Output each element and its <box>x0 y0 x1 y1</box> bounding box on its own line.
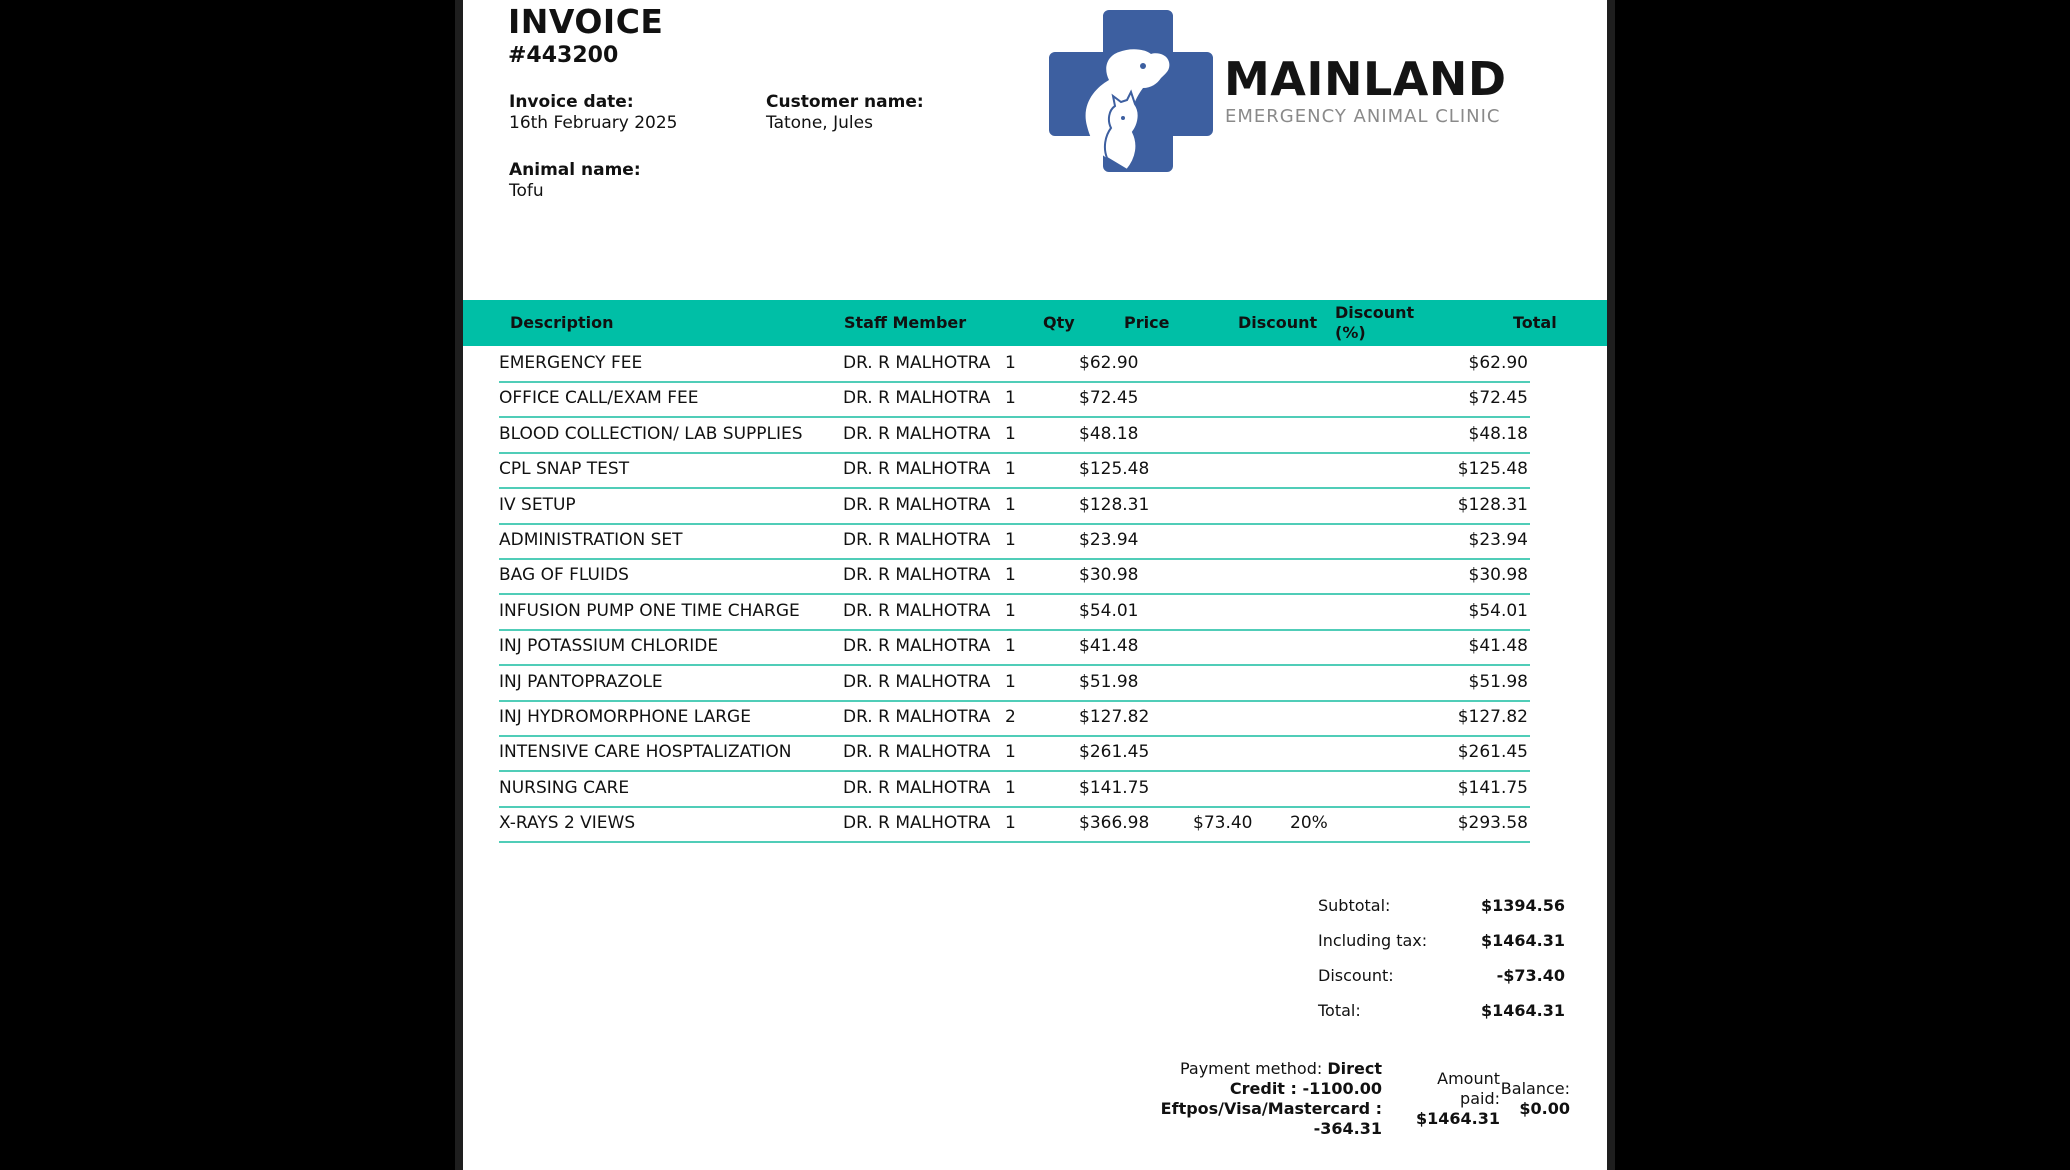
row-description: IV SETUP <box>499 494 576 515</box>
row-description: ADMINISTRATION SET <box>499 530 683 550</box>
row-price: $128.31 <box>1079 494 1150 515</box>
row-qty: 1 <box>1005 600 1016 621</box>
subtotal-value: $1394.56 <box>1480 896 1565 915</box>
header-description: Description <box>510 313 614 332</box>
row-total: $141.75 <box>1457 777 1528 798</box>
row-total: $261.45 <box>1457 742 1528 763</box>
header-discount: Discount <box>1238 313 1318 332</box>
row-price: $366.98 <box>1079 813 1150 834</box>
discount-value: -$73.40 <box>1496 966 1565 985</box>
customer-name-label: Customer name: <box>766 92 924 112</box>
table-row <box>499 806 1530 843</box>
row-staff: DR. R MALHOTRA <box>843 600 991 621</box>
row-description: INFUSION PUMP ONE TIME CHARGE <box>499 600 800 621</box>
row-qty: 1 <box>1005 671 1016 692</box>
row-price: $51.98 <box>1079 671 1139 692</box>
header-discount-pct-line1: Discount <box>1335 303 1415 322</box>
invoice-date-label: Invoice date: <box>509 92 634 112</box>
balance-label: Balance: <box>1500 1079 1570 1098</box>
row-total: $125.48 <box>1457 459 1528 480</box>
payment-method-line4: -364.31 <box>1313 1119 1382 1138</box>
row-description: BAG OF FLUIDS <box>499 565 629 586</box>
row-description: INJ HYDROMORPHONE LARGE <box>499 707 751 727</box>
amount-paid-value: $1464.31 <box>1415 1109 1500 1128</box>
row-discount: $73.40 <box>1193 813 1253 834</box>
row-total: $293.58 <box>1457 813 1528 834</box>
row-description: INTENSIVE CARE HOSPTALIZATION <box>499 742 792 763</box>
page-shadow-left <box>455 0 463 1170</box>
table-row <box>499 488 1530 525</box>
row-staff: DR. R MALHOTRA <box>843 494 991 515</box>
table-row <box>499 771 1530 808</box>
row-staff: DR. R MALHOTRA <box>843 707 991 727</box>
row-staff: DR. R MALHOTRA <box>843 459 991 480</box>
payment-method <box>1102 1059 1382 1139</box>
invoice-date: 16th February 2025 <box>509 113 678 133</box>
row-staff: DR. R MALHOTRA <box>843 777 991 798</box>
table-row <box>499 700 1530 737</box>
row-price: $48.18 <box>1079 423 1139 444</box>
header-discount-pct-line2: (%) <box>1335 323 1366 342</box>
clinic-logo-name: MAINLAND <box>1224 52 1507 106</box>
row-qty: 1 <box>1005 777 1016 798</box>
total-value: $1464.31 <box>1480 1001 1565 1020</box>
row-description: INJ POTASSIUM CHLORIDE <box>499 636 719 657</box>
clinic-logo-subtitle: EMERGENCY ANIMAL CLINIC <box>1225 106 1501 127</box>
table-row <box>499 594 1530 631</box>
balance <box>1490 1079 1570 1119</box>
invoice-number: #443200 <box>508 43 619 68</box>
row-staff: DR. R MALHOTRA <box>843 671 991 692</box>
tax-label: Including tax: <box>1318 931 1428 950</box>
subtotal-label: Subtotal: <box>1318 896 1391 915</box>
row-price: $54.01 <box>1079 600 1139 621</box>
row-price: $141.75 <box>1079 777 1150 798</box>
row-total: $23.94 <box>1468 530 1528 550</box>
row-description: OFFICE CALL/EXAM FEE <box>499 388 699 409</box>
row-description: X-RAYS 2 VIEWS <box>499 813 636 834</box>
row-total: $128.31 <box>1457 494 1528 515</box>
row-staff: DR. R MALHOTRA <box>843 636 991 657</box>
row-description: NURSING CARE <box>499 777 630 798</box>
total-label: Total: <box>1318 1001 1361 1020</box>
table-row <box>499 735 1530 772</box>
row-staff: DR. R MALHOTRA <box>843 423 991 444</box>
row-total: $30.98 <box>1468 565 1528 586</box>
header-staff: Staff Member <box>844 313 967 332</box>
row-staff: DR. R MALHOTRA <box>843 353 991 373</box>
payment-method-line1: Direct <box>1327 1059 1382 1078</box>
header-price: Price <box>1124 313 1170 332</box>
row-price: $261.45 <box>1079 742 1150 763</box>
row-qty: 1 <box>1005 565 1016 586</box>
row-staff: DR. R MALHOTRA <box>843 565 991 586</box>
row-description: INJ PANTOPRAZOLE <box>499 671 663 692</box>
row-price: $127.82 <box>1079 707 1150 727</box>
cross-dog-cat-icon <box>1047 8 1217 174</box>
row-price: $72.45 <box>1079 388 1139 409</box>
table-row <box>499 629 1530 666</box>
row-price: $62.90 <box>1079 353 1139 373</box>
row-qty: 1 <box>1005 813 1016 834</box>
row-description: EMERGENCY FEE <box>499 353 643 373</box>
row-total: $48.18 <box>1468 423 1528 444</box>
row-total: $127.82 <box>1457 707 1528 727</box>
payment-method-line2: Credit : -1100.00 <box>1229 1079 1382 1098</box>
invoice-title: INVOICE <box>508 2 664 41</box>
table-row <box>499 665 1530 702</box>
row-staff: DR. R MALHOTRA <box>843 813 991 834</box>
table-row <box>499 523 1530 560</box>
row-qty: 1 <box>1005 459 1016 480</box>
row-qty: 1 <box>1005 353 1016 373</box>
row-qty: 1 <box>1005 494 1016 515</box>
customer-name: Tatone, Jules <box>766 113 873 133</box>
row-qty: 1 <box>1005 742 1016 763</box>
row-total: $51.98 <box>1468 671 1528 692</box>
row-description: CPL SNAP TEST <box>499 459 630 480</box>
payment-method-line3: Eftpos/Visa/Mastercard : <box>1160 1099 1382 1118</box>
amount-paid-label-2: paid: <box>1460 1089 1500 1108</box>
row-qty: 1 <box>1005 423 1016 444</box>
row-total: $62.90 <box>1468 353 1528 373</box>
payment-method-label: Payment method: <box>1179 1059 1323 1078</box>
row-qty: 1 <box>1005 636 1016 657</box>
row-qty: 2 <box>1005 707 1016 727</box>
row-total: $54.01 <box>1468 600 1528 621</box>
table-row <box>499 452 1530 489</box>
row-description: BLOOD COLLECTION/ LAB SUPPLIES <box>499 423 803 444</box>
row-qty: 1 <box>1005 388 1016 409</box>
row-price: $30.98 <box>1079 565 1139 586</box>
row-price: $41.48 <box>1079 636 1139 657</box>
invoice-page <box>463 0 1607 1170</box>
row-discount-pct: 20% <box>1290 813 1328 834</box>
table-header <box>463 300 1607 346</box>
header-qty: Qty <box>1043 313 1075 332</box>
balance-value: $0.00 <box>1519 1099 1570 1118</box>
row-staff: DR. R MALHOTRA <box>843 388 991 409</box>
row-staff: DR. R MALHOTRA <box>843 530 991 550</box>
header-total: Total <box>1513 313 1557 332</box>
animal-name: Tofu <box>509 181 544 201</box>
table-row <box>499 417 1530 454</box>
amount-paid <box>1390 1069 1500 1129</box>
table-row <box>499 346 1530 383</box>
row-price: $125.48 <box>1079 459 1150 480</box>
row-total: $72.45 <box>1468 388 1528 409</box>
tax-value: $1464.31 <box>1480 931 1565 950</box>
row-total: $41.48 <box>1468 636 1528 657</box>
table-row <box>499 381 1530 418</box>
discount-label: Discount: <box>1318 966 1394 985</box>
animal-name-label: Animal name: <box>509 160 641 180</box>
amount-paid-label-1: Amount <box>1437 1069 1500 1088</box>
table-row <box>499 558 1530 595</box>
row-price: $23.94 <box>1079 530 1139 550</box>
row-qty: 1 <box>1005 530 1016 550</box>
row-staff: DR. R MALHOTRA <box>843 742 991 763</box>
page-shadow-right <box>1607 0 1615 1170</box>
